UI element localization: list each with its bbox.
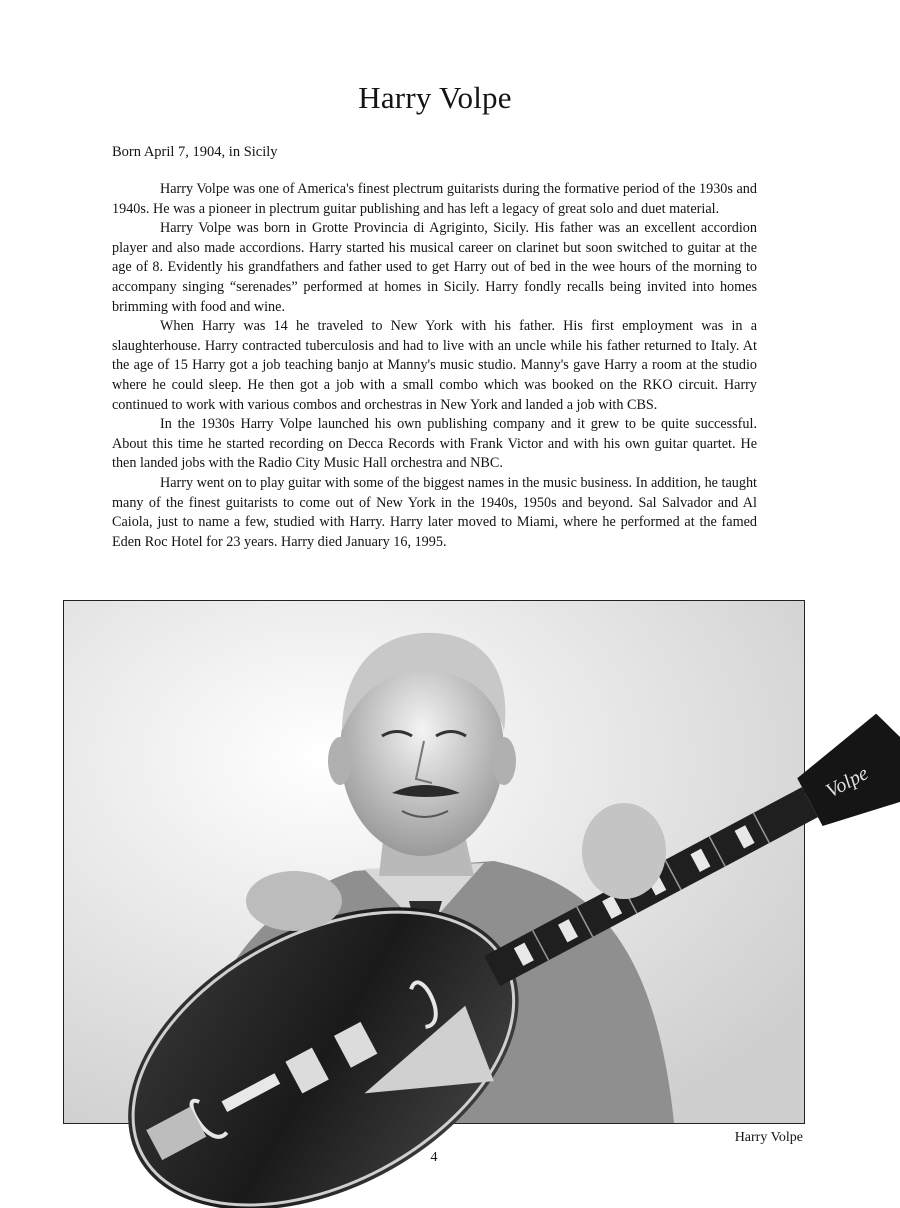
- paragraph: When Harry was 14 he traveled to New York with his father. His first employment was in a slaughterhouse. Harry contracted tuberculosis and had to live with an uncle while his father returned to Italy. At the age of 15 Harry got a job teaching banjo at Manny's music studio. Manny's gave Harry a room at the studio where he could sleep. He then got a job with a small combo which was booked on the RKO circuit. Harry continued to work with various combos and orchestras in New York and landed a job with CBS.: [112, 318, 757, 413]
- paragraph: Harry Volpe was one of America's finest plectrum guitarists during the formative period of the 1930s and 1940s. He was a pioneer in plectrum guitar publishing and has left a legacy of great solo and duet material.: [112, 181, 757, 217]
- birth-line: Born April 7, 1904, in Sicily: [112, 144, 278, 160]
- paragraph: In the 1930s Harry Volpe launched his own publishing company and it grew to be quite successful. About this time he started recording on Decca Records with Frank Victor and with his own guitar quartet. He then landed jobs with the Radio City Music Hall orchestra and NBC.: [112, 416, 757, 472]
- biography-text: [112, 180, 757, 552]
- headstock-logo: Volpe: [822, 762, 872, 803]
- paragraph: Harry Volpe was born in Grotte Provincia di Agriginto, Sicily. His father was an excellent accordion player and also made accordions. Harry started his musical career on clarinet but soon switched to guitar at the age of 8. Evidently his grandfathers and father used to get Harry out of bed in the wee hours of the morning to accompany singing “serenades” performed at homes in Sicily. Harry fondly recalls being invited into homes brimming with food and wine.: [112, 220, 757, 315]
- page-number: 4: [430, 1150, 438, 1165]
- photo-caption: Harry Volpe: [734, 1130, 803, 1145]
- page-title: Harry Volpe: [358, 80, 512, 115]
- portrait-photo: [63, 600, 872, 1124]
- paragraph: Harry went on to play guitar with some of the biggest names in the music business. In addition, he taught many of the finest guitarists to come out of New York in the 1940s, 1950s and beyond. Sal Salvador and Al Caiola, just to name a few, studied with Harry. Harry later moved to Miami, where he performed at the famed Eden Roc Hotel for 23 years. Harry died January 16, 1995.: [112, 474, 757, 550]
- portrait-illustration: [64, 601, 872, 1123]
